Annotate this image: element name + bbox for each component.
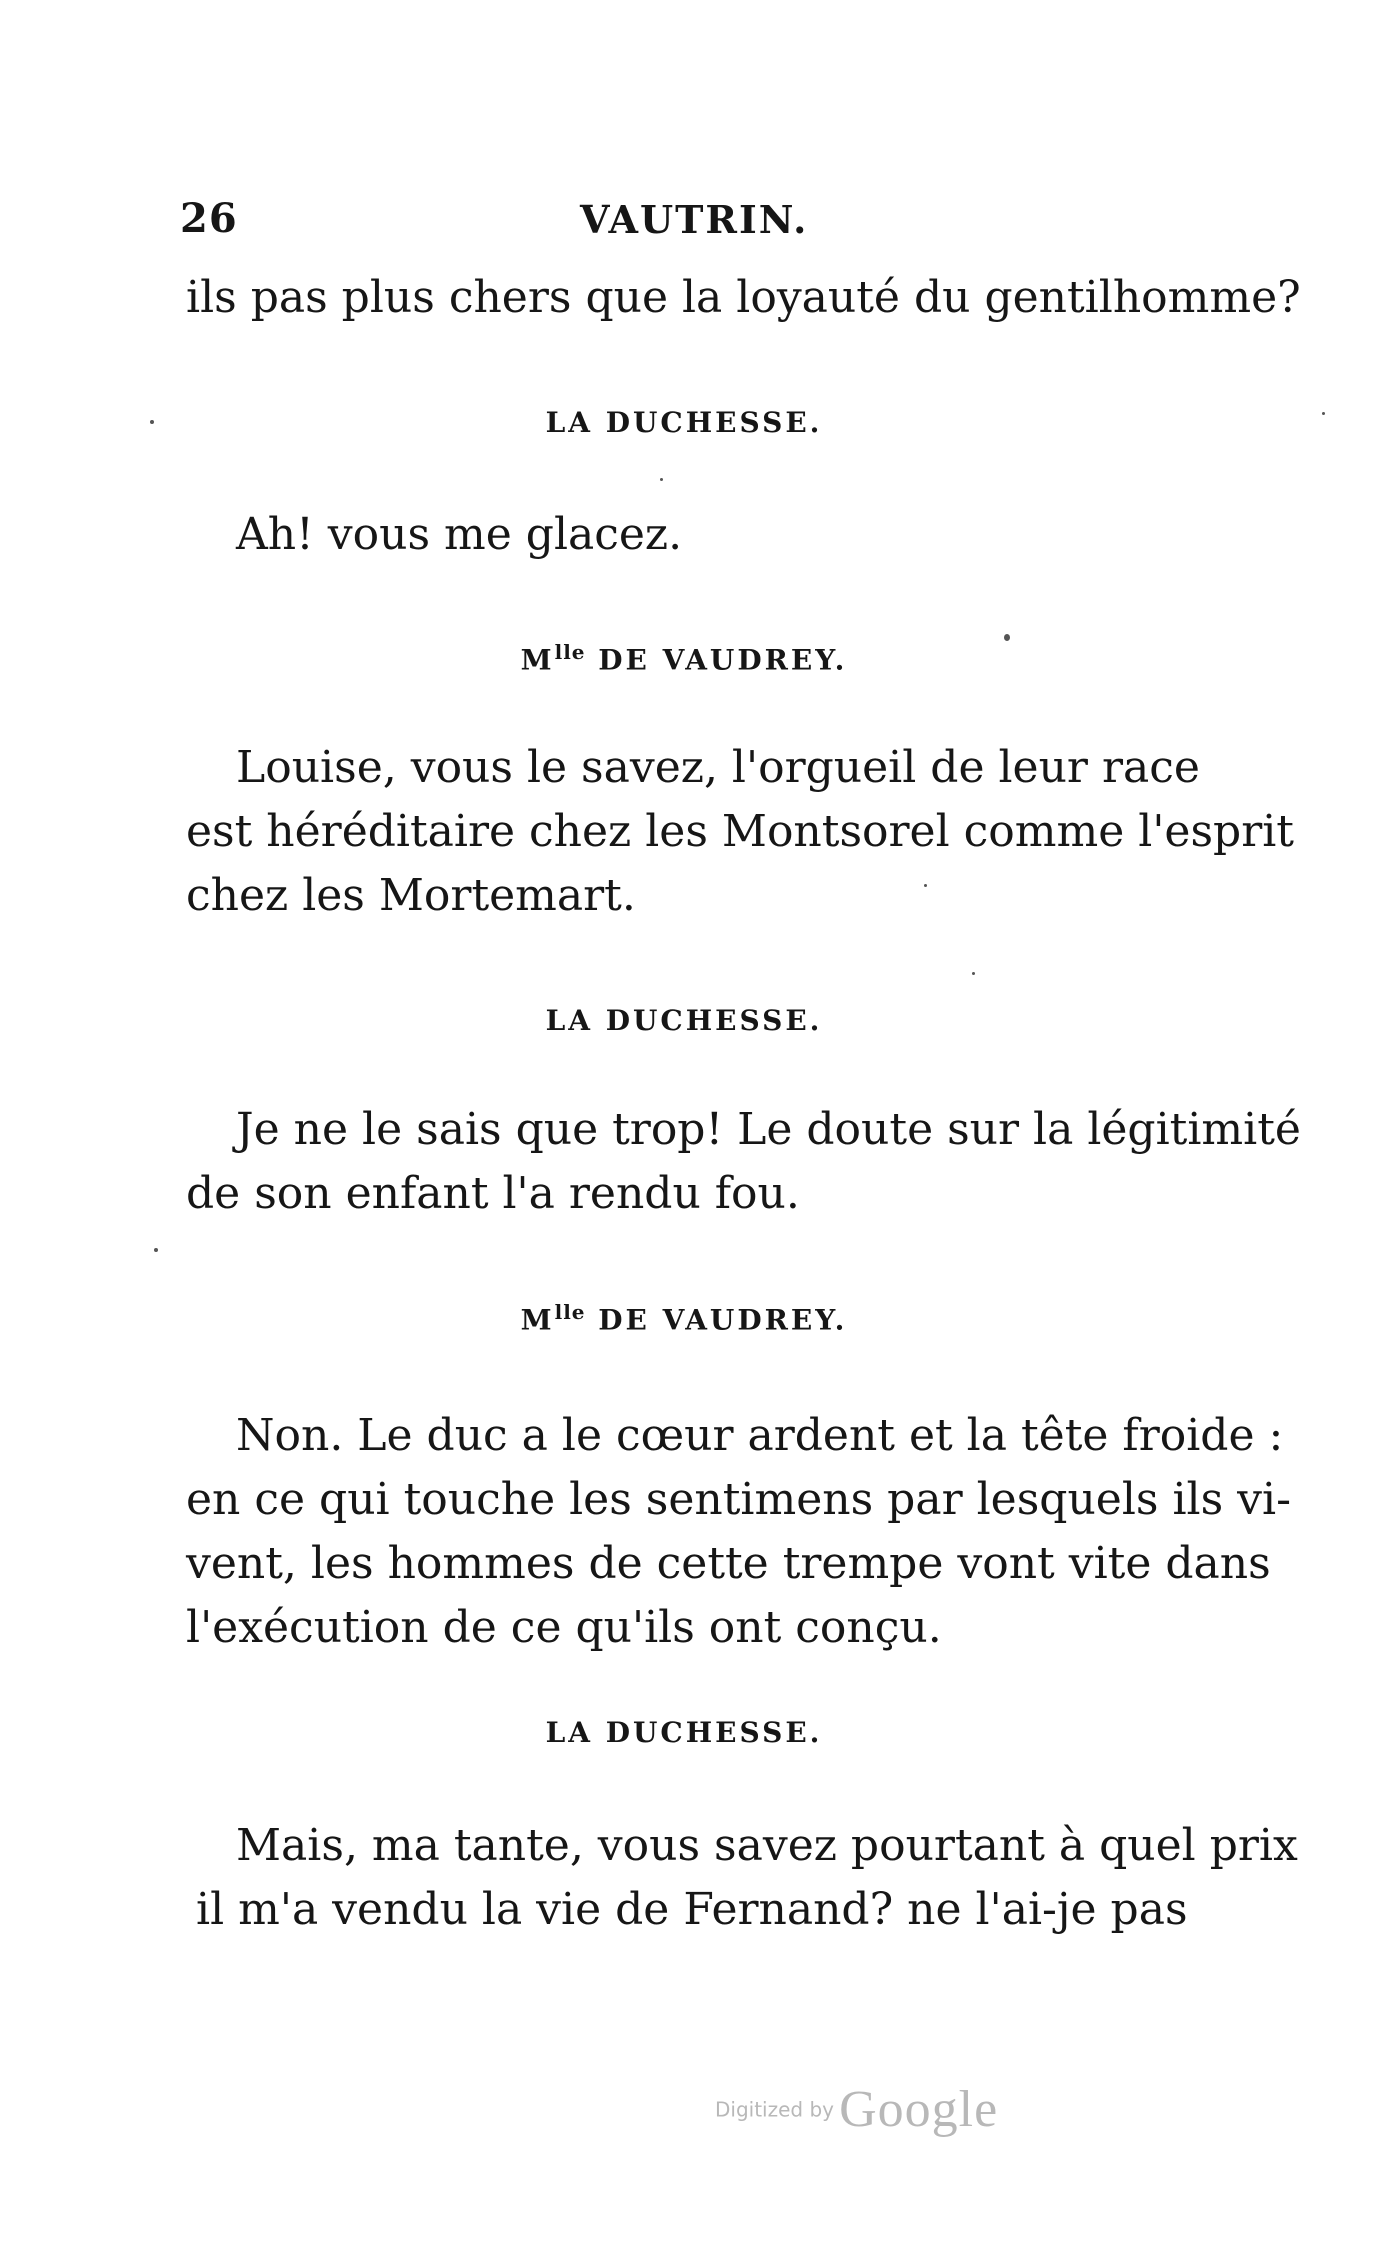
running-title: VAUTRIN.	[580, 197, 809, 242]
speaker-label	[186, 640, 1182, 676]
speaker-label: LA DUCHESSE.	[545, 1004, 823, 1037]
scan-speck	[924, 884, 927, 887]
watermark-prefix: Digitized by	[715, 2097, 834, 2122]
text-line: Non. Le duc a le cœur ardent et la tête froide :	[236, 1410, 1284, 1461]
scan-speck	[1322, 412, 1325, 415]
scan-speck	[972, 972, 975, 975]
text-line: est héréditaire chez les Montsorel comme l'esprit	[186, 806, 1294, 857]
text-line: Mais, ma tante, vous savez pourtant à quel prix	[236, 1820, 1298, 1871]
text-line: Louise, vous le savez, l'orgueil de leur race	[236, 742, 1200, 793]
speaker-name: DE VAUDREY.	[585, 1303, 848, 1337]
text-line: l'exécution de ce qu'ils ont conçu.	[186, 1602, 942, 1653]
speaker-label: LA DUCHESSE.	[545, 1716, 823, 1749]
speaker-name: DE VAUDREY.	[585, 643, 848, 677]
scan-speck	[1004, 634, 1010, 641]
text-line: Ah! vous me glacez.	[236, 509, 683, 560]
digitized-watermark	[715, 2080, 998, 2139]
text-line: Je ne le sais que trop! Le doute sur la légitimité	[236, 1104, 1301, 1155]
text-line: de son enfant l'a rendu fou.	[186, 1168, 800, 1219]
scan-speck	[150, 420, 154, 424]
text-line: chez les Mortemart.	[186, 870, 636, 921]
speaker-label: LA DUCHESSE.	[545, 406, 823, 439]
text-line: ils pas plus chers que la loyauté du gentilhomme?	[186, 272, 1301, 323]
text-line: vent, les hommes de cette trempe vont vite dans	[186, 1538, 1271, 1589]
text-line: il m'a vendu la vie de Fernand? ne l'ai-je pas	[196, 1884, 1188, 1935]
speaker-prefix: M	[520, 643, 555, 677]
speaker-superscript: lle	[554, 640, 586, 664]
scan-speck	[660, 478, 663, 481]
speaker-label	[186, 1300, 1182, 1336]
google-logo: Google	[839, 2081, 999, 2138]
scan-speck	[154, 1248, 158, 1252]
speaker-superscript: lle	[554, 1300, 586, 1324]
text-line: en ce qui touche les sentimens par lesquels ils vi-	[186, 1474, 1291, 1525]
page-header	[180, 195, 1190, 255]
speaker-prefix: M	[520, 1303, 555, 1337]
page-number: 26	[180, 195, 238, 242]
